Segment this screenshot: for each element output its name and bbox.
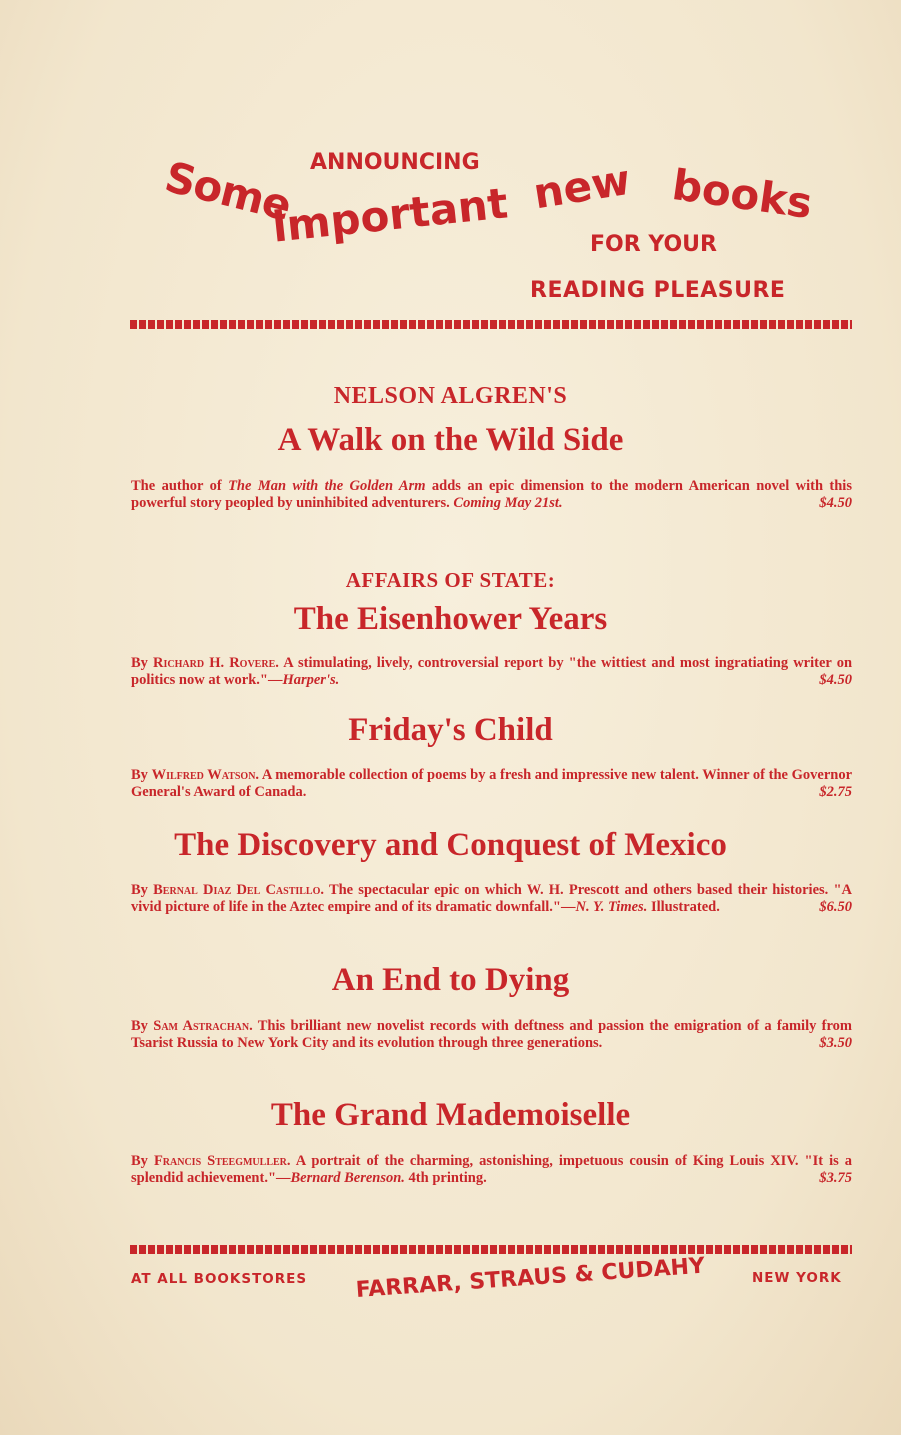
publisher-name: FARRAR, STRAUS & CUDAHY — [355, 1253, 706, 1303]
headline-new: new — [530, 154, 634, 219]
city-label: NEW YORK — [752, 1270, 842, 1286]
book-price: $2.75 — [819, 784, 852, 800]
book-author: Sam Astrachan. — [153, 1018, 253, 1034]
top-divider — [130, 320, 852, 329]
headline-important: important — [270, 178, 511, 252]
headline-books: books — [669, 160, 816, 229]
book-price: $6.50 — [819, 899, 852, 915]
for-your-label: FOR YOUR — [590, 232, 717, 257]
book-description: By Sam Astrachan. This brilliant new novelist records with deftness and passion the emigration of a family from Tsarist Russia to New York City and its evolution through three generations. $3.50 — [131, 1018, 853, 1051]
book-description: By Francis Steegmuller. A portrait of the charming, astonishing, impetuous cousin of King Louis XIV. "It is a splendid achievement."—Bernard Berenson. 4th printing. $3.75 — [131, 1153, 852, 1186]
book-price: $3.75 — [819, 1170, 852, 1186]
book-description: By Wilfred Watson. A memorable collection of poems by a fresh and impressive new talent. Winner of the Governor General's Award of Canada. $2.75 — [131, 767, 853, 800]
book-author: Richard H. Rovere. — [153, 655, 279, 671]
book-title: A Walk on the Wild Side — [277, 422, 624, 458]
book-title: The Eisenhower Years — [293, 601, 608, 637]
book-title: The Grand Mademoiselle — [270, 1097, 631, 1133]
book-author: Wilfred Watson. — [151, 767, 260, 783]
book-price: $4.50 — [819, 672, 852, 688]
book-description: By Bernal Diaz Del Castillo. The spectacular epic on which W. H. Prescott and others based their histories. "A vivid picture of life in the Aztec empire and of its dramatic downfall."—N. Y. Times. Illustrated. $6.50 — [131, 882, 853, 915]
book-price: $4.50 — [819, 495, 852, 511]
author-heading: AFFAIRS OF STATE: — [345, 568, 556, 592]
book-price: $3.50 — [819, 1035, 852, 1051]
book-title: An End to Dying — [331, 962, 570, 998]
book-author: Francis Steegmuller. — [153, 1153, 291, 1169]
bottom-divider — [130, 1245, 852, 1254]
book-title: The Discovery and Conquest of Mexico — [174, 827, 727, 863]
book-title: Friday's Child — [348, 712, 553, 748]
author-heading: NELSON ALGREN'S — [333, 383, 568, 409]
bookstores-label: AT ALL BOOKSTORES — [131, 1271, 308, 1287]
headline-some: Some — [160, 152, 296, 231]
reading-pleasure-label: READING PLEASURE — [530, 278, 786, 303]
book-description: By Richard H. Rovere. A stimulating, lively, controversial report by "the wittiest and most ingratiating writer on politics now at work."—Harper's. $4.50 — [131, 655, 853, 688]
book-author: Bernal Diaz Del Castillo. — [153, 882, 325, 898]
book-description: The author of The Man with the Golden Arm adds an epic dimension to the modern American novel with this powerful story peopled by uninhibited adventurers. Coming May 21st. $4.50 — [131, 478, 852, 511]
announcing-label: ANNOUNCING — [310, 150, 480, 175]
